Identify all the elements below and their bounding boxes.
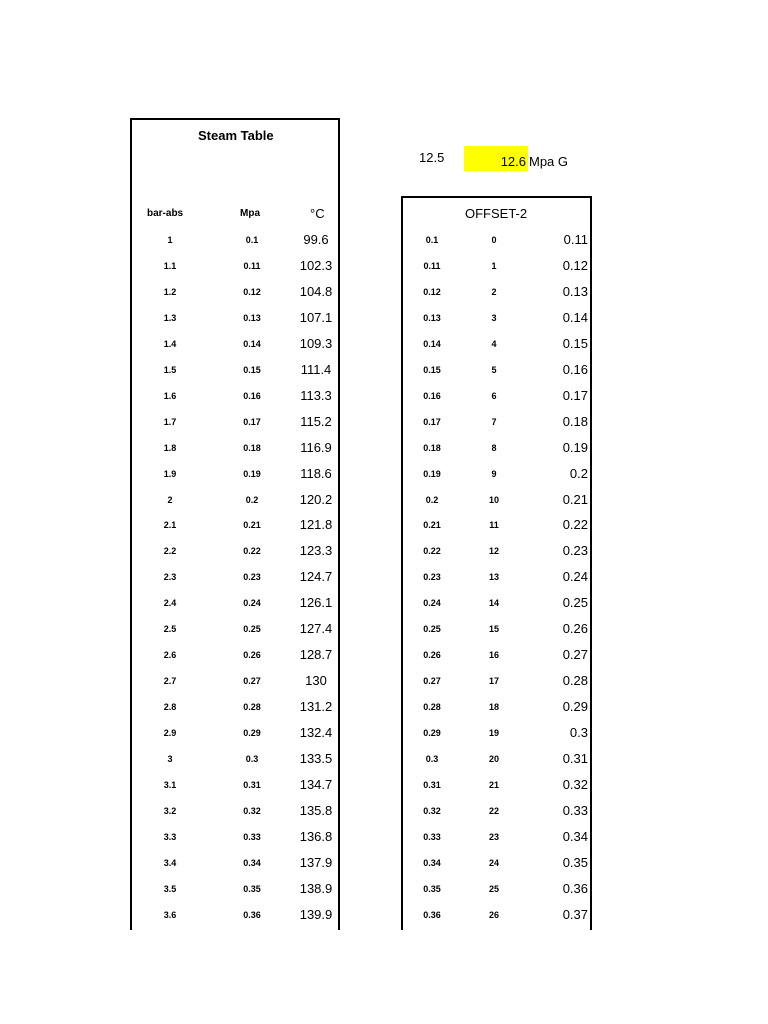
- offset-value: 0.36: [562, 880, 588, 896]
- steam-temp: 126.1: [299, 595, 333, 611]
- steam-bar-abs: 3.1: [163, 779, 177, 790]
- offset-mpa: 0.22: [423, 546, 441, 557]
- steam-temp: 124.7: [299, 569, 333, 585]
- top-value-left: 12.5: [419, 150, 445, 165]
- offset-mpa: 0.35: [423, 883, 441, 894]
- offset-index: 4: [491, 338, 497, 349]
- steam-temp: 139.9: [299, 906, 333, 922]
- steam-temp: 118.6: [300, 465, 332, 481]
- offset-value: 0.14: [562, 309, 588, 325]
- steam-temp: 131.2: [299, 699, 333, 715]
- steam-mpa: 0.22: [243, 546, 261, 557]
- offset-mpa: 0.36: [423, 909, 441, 920]
- offset-value: 0.3: [569, 725, 588, 741]
- offset-mpa: 0.13: [423, 312, 441, 323]
- steam-bar-abs: 2.6: [163, 650, 177, 661]
- steam-mpa: 0.24: [243, 598, 261, 609]
- steam-temp: 133.5: [299, 751, 333, 766]
- steam-mpa: 0.28: [243, 702, 261, 713]
- offset-value: 0.13: [562, 283, 588, 299]
- offset-mpa: 0.24: [423, 598, 441, 609]
- steam-temp: 132.4: [299, 725, 333, 741]
- steam-mpa: 0.17: [243, 416, 261, 427]
- offset-value: 0.26: [562, 621, 588, 637]
- offset-value: 0.2: [569, 465, 588, 481]
- steam-temp: 128.7: [299, 647, 333, 663]
- offset-value: 0.33: [562, 802, 588, 818]
- header-celsius: °C: [310, 206, 325, 221]
- offset-index: 14: [488, 598, 499, 609]
- steam-temp: 120.2: [299, 491, 333, 507]
- offset-table-box: [401, 196, 592, 930]
- steam-temp: 135.8: [299, 802, 333, 818]
- steam-bar-abs: 1.4: [163, 338, 177, 349]
- steam-bar-abs: 1.1: [163, 260, 177, 271]
- steam-temp: 138.9: [299, 880, 333, 896]
- steam-bar-abs: 1.3: [163, 312, 177, 323]
- steam-mpa: 0.13: [243, 312, 261, 323]
- offset-value: 0.11: [563, 232, 588, 247]
- offset-index: 3: [491, 312, 497, 323]
- steam-mpa: 0.3: [245, 754, 259, 764]
- unit-label: Mpa G: [529, 154, 569, 169]
- offset-mpa: 0.32: [423, 805, 441, 816]
- offset-index: 25: [488, 883, 499, 894]
- offset-index: 24: [488, 857, 499, 868]
- offset-index: 19: [488, 728, 499, 739]
- offset-index: 16: [488, 650, 499, 661]
- offset-mpa: 0.16: [423, 390, 441, 401]
- offset-index: 8: [491, 442, 497, 453]
- steam-bar-abs: 1.6: [163, 390, 177, 401]
- offset-index: 2: [491, 286, 497, 297]
- steam-mpa: 0.36: [243, 909, 261, 920]
- offset-index: 0: [491, 235, 497, 245]
- offset-index: 5: [491, 364, 497, 375]
- offset-value: 0.19: [562, 439, 588, 455]
- offset-mpa: 0.26: [423, 650, 441, 661]
- offset-index: 21: [488, 779, 499, 790]
- steam-mpa: 0.33: [243, 831, 261, 842]
- steam-temp: 121.8: [299, 517, 333, 533]
- steam-bar-abs: 2.1: [163, 520, 177, 531]
- offset-index: 15: [488, 624, 499, 635]
- offset-value: 0.37: [562, 906, 588, 922]
- steam-bar-abs: 2.4: [163, 598, 177, 609]
- offset-index: 12: [488, 546, 499, 557]
- steam-bar-abs: 3.4: [163, 857, 177, 868]
- offset-value: 0.27: [562, 647, 588, 663]
- offset-mpa: 0.27: [423, 676, 441, 687]
- offset-value: 0.17: [562, 387, 588, 403]
- offset-index: 10: [488, 494, 499, 505]
- offset-index: 6: [491, 390, 497, 401]
- steam-bar-abs: 3.2: [163, 805, 177, 816]
- offset-value: 0.21: [562, 491, 588, 507]
- offset-mpa: 0.1: [425, 235, 439, 245]
- offset-mpa: 0.34: [423, 857, 441, 868]
- steam-bar-abs: 3.6: [163, 909, 177, 920]
- offset-value: 0.25: [562, 595, 588, 611]
- steam-temp: 107.1: [299, 309, 333, 325]
- offset-mpa: 0.18: [423, 442, 441, 453]
- offset-value: 0.22: [562, 517, 588, 533]
- offset-value: 0.29: [562, 699, 588, 715]
- header-bar-abs: bar-abs: [147, 208, 184, 219]
- steam-mpa: 0.23: [243, 572, 261, 583]
- steam-mpa: 0.21: [243, 520, 261, 531]
- steam-temp: 109.3: [299, 335, 333, 351]
- offset-value: 0.34: [562, 828, 588, 844]
- offset-mpa: 0.3: [425, 754, 439, 764]
- steam-mpa: 0.14: [243, 338, 261, 349]
- steam-mpa: 0.26: [243, 650, 261, 661]
- offset-index: 22: [488, 805, 499, 816]
- steam-bar-abs: 2.7: [163, 676, 177, 687]
- offset-mpa: 0.14: [423, 338, 441, 349]
- steam-bar-abs: 3: [167, 754, 173, 764]
- offset-value: 0.16: [562, 361, 588, 377]
- steam-bar-abs: 1.7: [163, 416, 177, 427]
- offset-mpa: 0.33: [423, 831, 441, 842]
- steam-temp: 130: [305, 673, 327, 689]
- offset-value: 0.32: [562, 776, 588, 792]
- offset-mpa: 0.23: [423, 572, 441, 583]
- steam-mpa: 0.25: [243, 624, 261, 635]
- offset-mpa: 0.31: [423, 779, 441, 790]
- offset-mpa: 0.15: [423, 364, 441, 375]
- steam-temp: 99.6: [303, 232, 329, 247]
- steam-temp: 104.8: [299, 283, 333, 299]
- offset-value: 0.23: [562, 543, 588, 559]
- offset-mpa: 0.2: [425, 494, 439, 505]
- offset-index: 11: [489, 520, 499, 531]
- offset-mpa: 0.21: [423, 520, 441, 531]
- steam-bar-abs: 1.9: [163, 468, 177, 479]
- steam-bar-abs: 3.3: [163, 831, 177, 842]
- offset-index: 1: [491, 260, 497, 271]
- highlighted-value: 12.6: [500, 154, 526, 169]
- steam-temp: 137.9: [299, 854, 333, 870]
- steam-mpa: 0.1: [245, 235, 259, 245]
- offset-table-title: OFFSET-2: [465, 206, 528, 221]
- offset-value: 0.31: [562, 751, 588, 766]
- offset-index: 20: [488, 754, 499, 764]
- steam-bar-abs: 1: [167, 235, 173, 245]
- offset-value: 0.12: [562, 257, 588, 273]
- steam-bar-abs: 1.8: [163, 442, 177, 453]
- steam-mpa: 0.16: [243, 390, 261, 401]
- steam-mpa: 0.31: [243, 779, 261, 790]
- steam-temp: 127.4: [299, 621, 333, 637]
- steam-mpa: 0.29: [243, 728, 261, 739]
- steam-temp: 102.3: [299, 257, 333, 273]
- steam-temp: 134.7: [299, 776, 333, 792]
- steam-temp: 116.9: [300, 439, 332, 455]
- steam-bar-abs: 1.2: [163, 286, 177, 297]
- offset-value: 0.15: [562, 335, 588, 351]
- steam-table-title: Steam Table: [198, 128, 274, 143]
- offset-mpa: 0.29: [423, 728, 441, 739]
- offset-index: 13: [488, 572, 499, 583]
- steam-bar-abs: 3.5: [163, 883, 177, 894]
- steam-mpa: 0.15: [243, 364, 261, 375]
- offset-index: 26: [488, 909, 499, 920]
- steam-temp: 111.4: [300, 361, 332, 377]
- offset-index: 17: [488, 676, 499, 687]
- offset-value: 0.18: [562, 413, 588, 429]
- steam-mpa: 0.34: [243, 857, 261, 868]
- offset-index: 23: [488, 831, 499, 842]
- header-mpa: Mpa: [240, 208, 260, 219]
- steam-mpa: 0.11: [243, 260, 261, 271]
- offset-value: 0.28: [562, 673, 588, 689]
- steam-bar-abs: 2.2: [163, 546, 177, 557]
- steam-bar-abs: 2: [167, 494, 173, 505]
- steam-mpa: 0.35: [243, 883, 261, 894]
- steam-temp: 115.2: [300, 413, 332, 429]
- offset-mpa: 0.28: [423, 702, 441, 713]
- offset-mpa: 0.19: [423, 468, 441, 479]
- offset-value: 0.24: [562, 569, 588, 585]
- steam-bar-abs: 2.9: [163, 728, 177, 739]
- offset-index: 9: [491, 468, 497, 479]
- steam-mpa: 0.12: [243, 286, 261, 297]
- offset-index: 7: [491, 416, 497, 427]
- offset-mpa: 0.25: [423, 624, 441, 635]
- offset-index: 18: [488, 702, 499, 713]
- steam-mpa: 0.19: [243, 468, 261, 479]
- steam-mpa: 0.18: [243, 442, 261, 453]
- steam-mpa: 0.2: [245, 494, 259, 505]
- offset-mpa: 0.12: [423, 286, 441, 297]
- offset-mpa: 0.17: [423, 416, 441, 427]
- steam-bar-abs: 2.5: [163, 624, 177, 635]
- steam-bar-abs: 2.8: [163, 702, 177, 713]
- offset-mpa: 0.11: [423, 260, 441, 271]
- steam-temp: 113.3: [300, 387, 332, 403]
- steam-mpa: 0.32: [243, 805, 261, 816]
- steam-temp: 136.8: [299, 828, 333, 844]
- steam-bar-abs: 1.5: [163, 364, 177, 375]
- steam-bar-abs: 2.3: [163, 572, 177, 583]
- steam-temp: 123.3: [299, 543, 333, 559]
- offset-value: 0.35: [562, 854, 588, 870]
- steam-mpa: 0.27: [243, 676, 261, 687]
